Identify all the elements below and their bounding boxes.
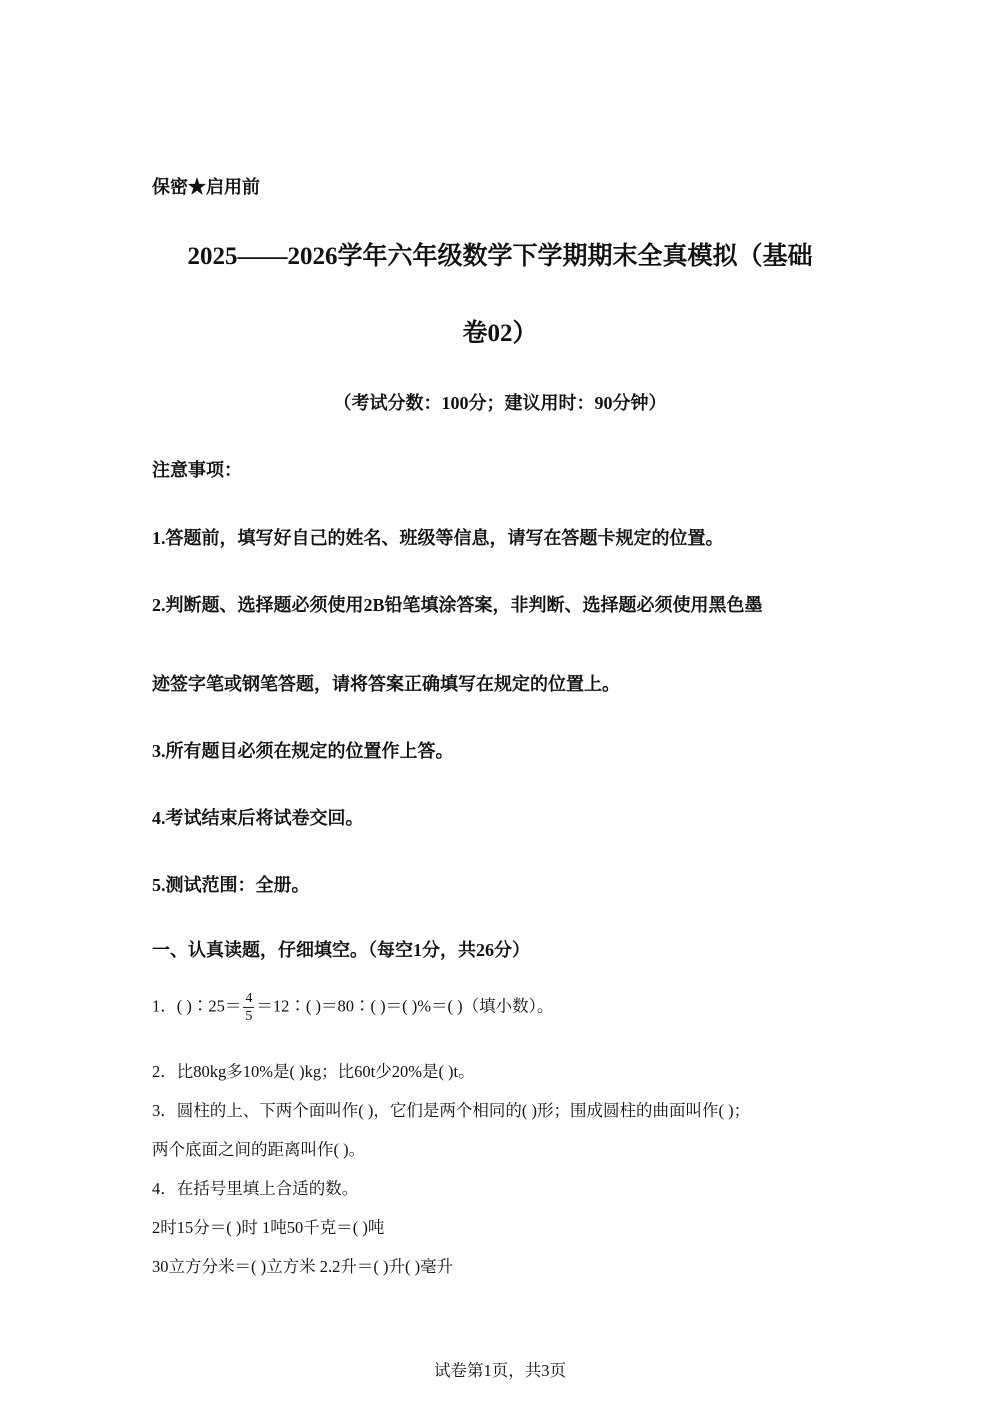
- question-1-end: ＝12∶( )＝80∶( )＝( )%＝( )（填小数）。: [256, 996, 554, 1016]
- fraction-denominator: 5: [245, 1009, 253, 1024]
- exam-title-line-1: 2025——2026学年六年级数学下学期期末全真模拟（基础: [187, 243, 813, 270]
- notes-heading: 注意事项：: [152, 460, 242, 480]
- note-item: 4.考试结束后将试卷交回。: [152, 808, 364, 828]
- question-4-line-1: 2时15分＝( )时 1吨50千克＝( )吨: [152, 1218, 385, 1237]
- exam-title-line-2: 卷02）: [462, 320, 538, 347]
- fraction-numerator: 4: [245, 991, 253, 1006]
- note-item: 迹签字笔或钢笔答题，请将答案正确填写在规定的位置上。: [152, 674, 620, 694]
- question-3-line-2: 两个底面之间的距离叫作( )。: [152, 1140, 366, 1159]
- note-item: 2.判断题、选择题必须使用2B铅笔填涂答案，非判断、选择题必须使用黑色墨: [152, 595, 763, 615]
- note-item: 5.测试范围：全册。: [152, 875, 310, 895]
- question-1: [152, 990, 553, 1025]
- question-1-start: 1．( )∶25＝: [152, 996, 242, 1016]
- question-2: 2．比80kg多10%是( )kg；比60t少20%是( )t。: [152, 1062, 475, 1081]
- exam-info: （考试分数：100分；建议用时：90分钟）: [333, 393, 667, 413]
- question-3-line-1: 3．圆柱的上、下两个面叫作( )，它们是两个相同的( )形；围成圆柱的曲面叫作( )；: [152, 1101, 751, 1120]
- question-4-line-2: 30立方分米＝( )立方米 2.2升＝( )升( )毫升: [152, 1257, 454, 1276]
- note-item: 3.所有题目必须在规定的位置作上答。: [152, 741, 454, 761]
- page-footer: 试卷第1页，共3页: [434, 1361, 566, 1380]
- section-heading: 一、认真读题，仔细填空。（每空1分，共26分）: [152, 940, 530, 960]
- note-item: 1.答题前，填写好自己的姓名、班级等信息，请写在答题卡规定的位置。: [152, 528, 724, 548]
- question-4: 4．在括号里填上合适的数。: [152, 1179, 359, 1198]
- fraction: [243, 990, 254, 1025]
- confidential-label: 保密★启用前: [152, 177, 260, 197]
